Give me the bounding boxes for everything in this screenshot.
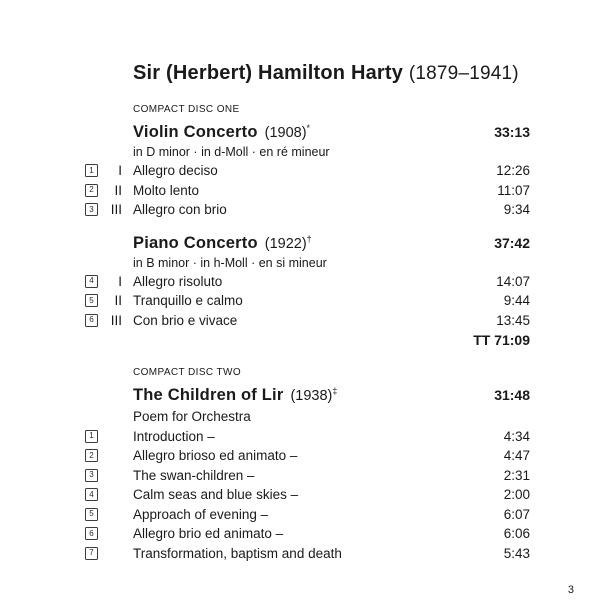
track-number: 1 xyxy=(89,165,94,175)
track-time: 13:45 xyxy=(496,312,530,328)
track-time: 5:43 xyxy=(503,545,530,561)
track-number-box xyxy=(85,184,98,197)
work-year: (1938)‡ xyxy=(290,385,338,404)
track-title: Con brio e vivace xyxy=(133,312,238,328)
track-row xyxy=(85,427,530,447)
track-number-box xyxy=(85,294,98,307)
work-heading-children-of-lir xyxy=(133,384,530,407)
track-title: Allegro deciso xyxy=(133,163,218,179)
track-list-violin-concerto xyxy=(85,161,530,220)
work-title: Violin Concerto xyxy=(133,123,258,141)
movement-numeral: II xyxy=(114,182,122,198)
work-title: Piano Concerto xyxy=(133,233,258,252)
track-row xyxy=(85,161,530,181)
track-row xyxy=(85,311,530,331)
track-number: 5 xyxy=(89,295,94,305)
track-number: 1 xyxy=(89,431,94,441)
track-number: 3 xyxy=(89,470,94,480)
movement-numeral: I xyxy=(118,163,122,179)
footnote-marker: * xyxy=(306,123,311,134)
track-time: 9:44 xyxy=(503,293,530,309)
work-duration: 31:48 xyxy=(494,386,530,403)
composer-dates: (1879–1941) xyxy=(408,63,519,84)
track-row xyxy=(85,466,530,486)
track-number: 5 xyxy=(89,509,94,519)
track-row xyxy=(85,200,530,220)
track-time: 2:00 xyxy=(503,487,530,503)
work-heading-piano-concerto xyxy=(133,232,530,255)
track-row xyxy=(85,524,530,544)
track-title: Approach of evening – xyxy=(133,506,269,522)
composer-name: Sir (Herbert) Hamilton Harty xyxy=(133,62,404,84)
track-number: 4 xyxy=(89,276,94,286)
track-number: 3 xyxy=(89,204,94,214)
track-title: Tranquillo e calmo xyxy=(133,293,243,309)
work-subtitle: in B minor · in h-Moll · en si mineur xyxy=(133,255,327,270)
track-time: 11:07 xyxy=(497,182,530,198)
work-subtitle: Poem for Orchestra xyxy=(133,408,251,424)
track-time: 14:07 xyxy=(496,273,530,289)
track-number-box xyxy=(85,275,98,288)
track-row xyxy=(85,485,530,505)
track-list-piano-concerto xyxy=(85,272,530,331)
track-number-box xyxy=(85,527,98,540)
track-number-box xyxy=(85,488,98,501)
track-title: Introduction – xyxy=(133,428,215,444)
track-number-box xyxy=(85,203,98,216)
track-row xyxy=(85,272,530,292)
track-time: 12:26 xyxy=(496,163,530,179)
track-number-box xyxy=(85,449,98,462)
page-number: 3 xyxy=(567,584,574,596)
work-year: (1922)† xyxy=(264,233,312,252)
track-number-box xyxy=(85,430,98,443)
movement-numeral: I xyxy=(118,273,122,289)
track-row xyxy=(85,446,530,466)
work-year: (1908)* xyxy=(264,123,311,141)
disc-one-label: COMPACT DISC ONE xyxy=(133,104,240,115)
track-title: The swan-children – xyxy=(133,467,255,483)
track-row xyxy=(85,181,530,201)
track-title: Allegro brio ed animato – xyxy=(133,526,284,542)
disc-two-label: COMPACT DISC TWO xyxy=(133,366,242,378)
track-number-box xyxy=(85,547,98,560)
track-time: 6:06 xyxy=(503,526,530,542)
track-number-box xyxy=(85,469,98,482)
track-time: 4:34 xyxy=(503,428,530,444)
track-title: Allegro con brio xyxy=(133,202,227,218)
track-time: 6:07 xyxy=(503,506,530,522)
track-number-box xyxy=(85,508,98,521)
track-number: 4 xyxy=(89,489,94,499)
movement-numeral: II xyxy=(114,293,122,309)
footnote-marker: † xyxy=(306,233,312,244)
track-title: Allegro brioso ed animato – xyxy=(133,448,298,464)
movement-numeral: III xyxy=(110,202,122,218)
track-number: 6 xyxy=(89,528,94,538)
track-number: 7 xyxy=(89,548,94,558)
track-time: 9:34 xyxy=(503,202,530,218)
work-duration: 37:42 xyxy=(494,234,530,251)
work-title: The Children of Lir xyxy=(133,385,284,404)
track-row xyxy=(85,505,530,525)
work-subtitle: in D minor · in d-Moll · en ré mineur xyxy=(133,145,330,159)
track-time: 2:31 xyxy=(503,467,530,483)
track-title: Transformation, baptism and death xyxy=(133,545,342,561)
work-duration: 33:13 xyxy=(494,124,530,140)
track-row xyxy=(85,291,530,311)
track-number: 2 xyxy=(89,185,94,195)
track-number: 2 xyxy=(89,450,94,460)
track-time: 4:47 xyxy=(503,448,530,464)
track-number-box xyxy=(85,164,98,177)
track-row xyxy=(85,544,530,564)
footnote-marker: ‡ xyxy=(332,385,338,396)
disc-one-total-time: TT 71:09 xyxy=(473,331,530,348)
booklet-content xyxy=(85,60,530,563)
track-number-box xyxy=(85,314,98,327)
track-list-children-of-lir xyxy=(85,427,530,564)
track-title: Calm seas and blue skies – xyxy=(133,487,299,503)
track-title: Molto lento xyxy=(133,182,200,198)
movement-numeral: III xyxy=(110,312,122,328)
track-number: 6 xyxy=(89,315,94,325)
track-title: Allegro risoluto xyxy=(133,273,223,289)
page-title xyxy=(133,60,530,87)
work-heading-violin-concerto xyxy=(133,121,530,144)
